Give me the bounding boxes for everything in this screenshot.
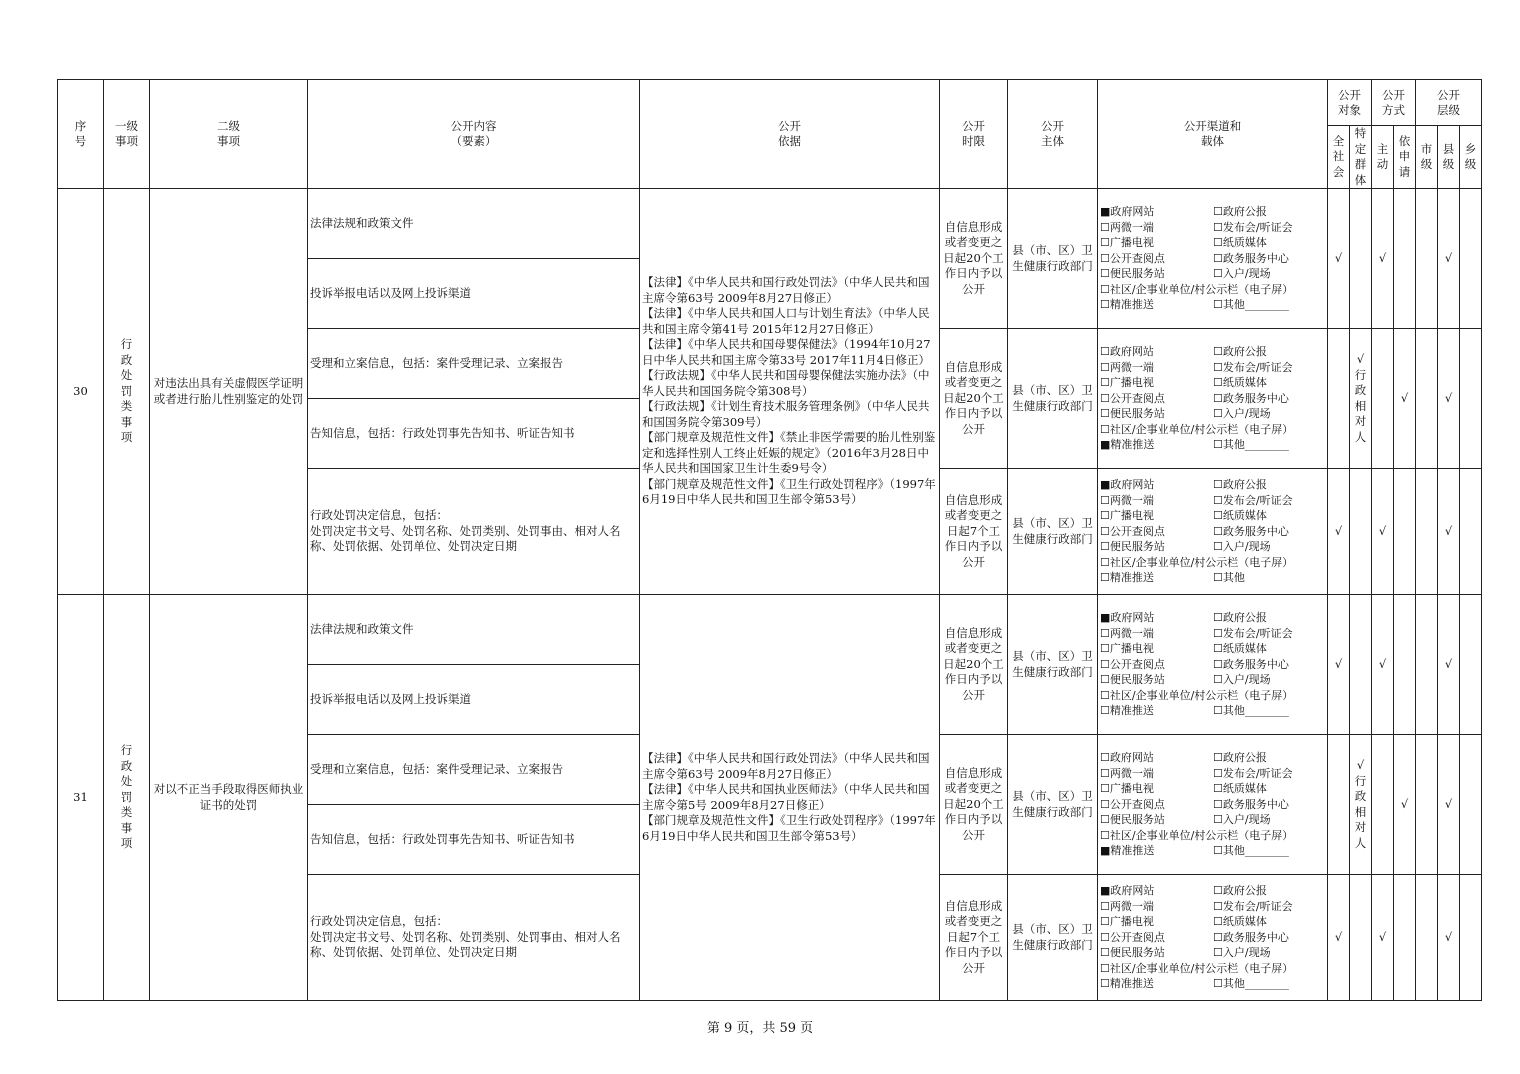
header-level2: 二级事项 <box>150 80 308 189</box>
mark-county-text: √ <box>1444 656 1453 671</box>
mark-county <box>1438 469 1460 595</box>
mark-town <box>1460 735 1482 875</box>
mark-town <box>1460 595 1482 735</box>
mark-apply <box>1394 735 1416 875</box>
level2-cell <box>150 595 308 1001</box>
mark-city <box>1416 329 1438 469</box>
header-level-town: 乡级 <box>1460 126 1482 189</box>
channel-option: ☐政府公报 <box>1213 344 1267 358</box>
level2-cell <box>150 189 308 595</box>
channel-option: ☐广播电视 <box>1100 915 1154 929</box>
content-cell <box>308 805 640 875</box>
channel-option: ☐精准推送 <box>1100 977 1154 991</box>
mark-active <box>1372 469 1394 595</box>
mark-apply <box>1394 189 1416 329</box>
time-cell <box>940 875 1008 1001</box>
subject-cell <box>1008 875 1098 1001</box>
channel-row <box>1100 766 1325 782</box>
header-target-all: 全社会 <box>1328 126 1350 189</box>
channel-row <box>1100 251 1325 267</box>
header-basis: 公开 依据 <box>640 80 940 189</box>
basis-cell <box>640 595 940 1001</box>
channel-row <box>1100 672 1325 688</box>
channel-row <box>1100 477 1325 493</box>
mark-all-text: √ <box>1334 656 1343 671</box>
channel-option: ☐便民服务站 <box>1100 540 1165 554</box>
content-text: 行政处罚决定信息，包括： <box>310 914 448 929</box>
channel-option: ☐纸质媒体 <box>1213 782 1267 796</box>
channel-option: ☐纸质媒体 <box>1213 642 1267 656</box>
channel-option: ☐纸质媒体 <box>1213 236 1267 250</box>
mark-town <box>1460 189 1482 329</box>
channel-row <box>1100 266 1325 282</box>
mark-active-text: √ <box>1378 656 1387 671</box>
channel-option: ☐入户/现场 <box>1213 673 1271 687</box>
channel-option: ■精准推送 <box>1100 844 1155 858</box>
channel-row <box>1100 610 1325 626</box>
channel-row <box>1100 406 1325 422</box>
mark-apply <box>1394 469 1416 595</box>
basis-line: 【法律】《中华人民共和国人口与计划生育法》（中华人民共和国主席令第41号 2015年12月27日修正） <box>642 306 930 336</box>
channel-option: ☐广播电视 <box>1100 376 1154 390</box>
header-method-apply: 依申请 <box>1394 126 1416 189</box>
header-method-active: 主动 <box>1372 126 1394 189</box>
channel-option: ☐社区/企事业单位/村公示栏（电子屏） <box>1100 282 1294 296</box>
time-cell <box>940 189 1008 329</box>
channel-option: ☐纸质媒体 <box>1213 376 1267 390</box>
mark-all-text: √ <box>1334 250 1343 265</box>
channel-option: ☐政府公报 <box>1213 610 1267 624</box>
basis-line: 【法律】《中华人民共和国行政处罚法》（中华人民共和国主席令第63号 2009年8月27日修正） <box>642 275 930 305</box>
mark-specific <box>1350 595 1372 735</box>
channel-option: ☐政府网站 <box>1100 750 1154 764</box>
channel-option: ☐精准推送 <box>1100 571 1154 585</box>
channel-row <box>1100 437 1325 453</box>
channel-option: ☐公开查阅点 <box>1100 524 1165 538</box>
channel-option: ☐纸质媒体 <box>1213 915 1267 929</box>
channel-option: ☐政府公报 <box>1213 883 1267 897</box>
channel-option: ☐政府公报 <box>1213 204 1267 218</box>
basis-line: 【部门规章及规范性文件】《卫生行政处罚程序》（1997年6月19日中华人民共和国卫生部令第53号） <box>642 476 936 507</box>
channel-option: ■政府网站 <box>1100 610 1155 624</box>
content-cell <box>308 399 640 469</box>
channel-option: ☐政务服务中心 <box>1213 797 1289 811</box>
content-cell <box>308 665 640 735</box>
channel-list <box>1100 204 1325 313</box>
subject-cell <box>1008 735 1098 875</box>
mark-specific <box>1350 329 1372 469</box>
channel-option: ☐其他________ <box>1213 298 1289 312</box>
channel-option: ☐社区/企事业单位/村公示栏（电子屏） <box>1100 688 1294 702</box>
level1-text: 行政处罚类事项 <box>120 337 133 445</box>
channel-row <box>1100 204 1325 220</box>
channel-option: ☐两微一端 <box>1100 360 1154 374</box>
channel-row <box>1100 297 1325 313</box>
channel-option: ☐公开查阅点 <box>1100 657 1165 671</box>
channel-option: ☐其他 <box>1213 571 1245 585</box>
content-cell <box>308 329 640 399</box>
channel-row <box>1100 391 1325 407</box>
mark-county <box>1438 735 1460 875</box>
channel-cell <box>1098 329 1328 469</box>
basis-line: 【法律】《中华人民共和国执业医师法》（中华人民共和国主席令第5号 2009年8月27日修正） <box>642 782 930 812</box>
channel-row <box>1100 914 1325 930</box>
time-cell <box>940 329 1008 469</box>
channel-list <box>1100 883 1325 992</box>
channel-row <box>1100 570 1325 586</box>
channel-row <box>1100 797 1325 813</box>
header-method-group: 公开方式 <box>1372 80 1416 126</box>
mark-town <box>1460 329 1482 469</box>
channel-option: ☐发布会/听证会 <box>1213 626 1293 640</box>
content-text: 法律法规和政策文件 <box>310 215 414 230</box>
content-text: 告知信息，包括：行政处罚事先告知书、听证告知书 <box>310 831 575 846</box>
header-row-1 <box>58 80 1482 126</box>
basis-line: 【行政法规】《中华人民共和国母婴保健法实施办法》（中华人民共和国国务院令第308号） <box>642 368 930 398</box>
level1-cell <box>104 595 150 1001</box>
mark-county-text: √ <box>1444 523 1453 538</box>
mark-all <box>1328 735 1350 875</box>
channel-option: ☐政务服务中心 <box>1213 251 1289 265</box>
channel-option: ☐两微一端 <box>1100 766 1154 780</box>
mark-all <box>1328 469 1350 595</box>
subject-cell <box>1008 329 1098 469</box>
channel-row <box>1100 976 1325 992</box>
content-text: 投诉举报电话以及网上投诉渠道 <box>310 285 471 300</box>
channel-option: ☐精准推送 <box>1100 704 1154 718</box>
content-cell <box>308 189 640 259</box>
time-text: 自信息形成或者变更之日起20个工作日内予以公开 <box>943 219 1004 296</box>
time-text: 自信息形成或者变更之日起7个工作日内予以公开 <box>944 492 1003 569</box>
channel-option: ☐发布会/听证会 <box>1213 493 1293 507</box>
header-channel: 公开渠道和载体 <box>1098 80 1328 189</box>
channel-option: ☐广播电视 <box>1100 509 1154 523</box>
mark-active <box>1372 735 1394 875</box>
mark-apply <box>1394 875 1416 1001</box>
seq-cell <box>58 595 104 1001</box>
channel-option: ☐公开查阅点 <box>1100 797 1165 811</box>
level1-text: 行政处罚类事项 <box>120 743 133 851</box>
channel-option: ☐政府公报 <box>1213 477 1267 491</box>
channel-row <box>1100 626 1325 642</box>
channel-option: ☐广播电视 <box>1100 642 1154 656</box>
subject-text: 县（市、区）卫生健康行政部门 <box>1012 243 1093 273</box>
channel-option: ☐政务服务中心 <box>1213 391 1289 405</box>
mark-city <box>1416 735 1438 875</box>
channel-option: ☐入户/现场 <box>1213 407 1271 421</box>
channel-row <box>1100 235 1325 251</box>
channel-cell <box>1098 735 1328 875</box>
channel-list <box>1100 750 1325 859</box>
mark-active <box>1372 329 1394 469</box>
header-subject: 公开主体 <box>1008 80 1098 189</box>
channel-row <box>1100 360 1325 376</box>
channel-option: ☐入户/现场 <box>1213 267 1271 281</box>
page-footer: 第 9 页，共 59 页 <box>706 1021 814 1036</box>
entry-row <box>58 595 1482 665</box>
channel-cell <box>1098 595 1328 735</box>
channel-list <box>1100 610 1325 719</box>
mark-town <box>1460 875 1482 1001</box>
channel-row <box>1100 812 1325 828</box>
channel-option: ☐入户/现场 <box>1213 946 1271 960</box>
channel-option: ☐社区/企事业单位/村公示栏（电子屏） <box>1100 961 1294 975</box>
mark-specific <box>1350 875 1372 1001</box>
mark-county-text: √ <box>1444 796 1453 811</box>
channel-row <box>1100 493 1325 509</box>
channel-option: ■政府网站 <box>1100 204 1155 218</box>
channel-row <box>1100 750 1325 766</box>
channel-row <box>1100 508 1325 524</box>
subject-cell <box>1008 469 1098 595</box>
channel-row <box>1100 843 1325 859</box>
channel-option: ■精准推送 <box>1100 438 1155 452</box>
header-content: 公开内容 （要素） <box>308 80 640 189</box>
channel-list <box>1100 344 1325 453</box>
mark-active-text: √ <box>1378 929 1387 944</box>
mark-active <box>1372 189 1394 329</box>
channel-option: ☐两微一端 <box>1100 626 1154 640</box>
channel-option: ☐发布会/听证会 <box>1213 360 1293 374</box>
subject-text: 县（市、区）卫生健康行政部门 <box>1012 383 1093 413</box>
mark-all-text: √ <box>1334 929 1343 944</box>
mark-specific-text: √行政相对人 <box>1354 758 1367 850</box>
channel-option: ☐政务服务中心 <box>1213 657 1289 671</box>
content-text: 投诉举报电话以及网上投诉渠道 <box>310 691 471 706</box>
mark-specific <box>1350 735 1372 875</box>
mark-city <box>1416 875 1438 1001</box>
channel-option: ☐入户/现场 <box>1213 813 1271 827</box>
content-text: 受理和立案信息，包括：案件受理记录、立案报告 <box>310 355 563 370</box>
channel-option: ☐政府公报 <box>1213 750 1267 764</box>
mark-apply <box>1394 595 1416 735</box>
channel-option: ☐社区/企事业单位/村公示栏（电子屏） <box>1100 555 1294 569</box>
time-text: 自信息形成或者变更之日起7个工作日内予以公开 <box>944 898 1003 975</box>
content-cell <box>308 595 640 665</box>
channel-option: ☐政务服务中心 <box>1213 930 1289 944</box>
header-level-city: 市级 <box>1416 126 1438 189</box>
mark-county <box>1438 189 1460 329</box>
time-cell <box>940 735 1008 875</box>
channel-row <box>1100 781 1325 797</box>
channel-option: ☐其他________ <box>1213 977 1289 991</box>
basis-line: 【法律】《中华人民共和国行政处罚法》（中华人民共和国主席令第63号 2009年8月27日修正） <box>642 751 930 781</box>
channel-option: ☐入户/现场 <box>1213 540 1271 554</box>
channel-option: ☐广播电视 <box>1100 782 1154 796</box>
header-level-county: 县级 <box>1438 126 1460 189</box>
level2-text: 对违法出具有关虚假医学证明或者进行胎儿性别鉴定的处罚 <box>153 376 304 406</box>
channel-row <box>1100 375 1325 391</box>
seq-number: 30 <box>73 383 88 398</box>
mark-apply-text: √ <box>1400 796 1409 811</box>
time-text: 自信息形成或者变更之日起20个工作日内予以公开 <box>943 765 1004 842</box>
channel-row <box>1100 344 1325 360</box>
basis-cell <box>640 189 940 595</box>
mark-city <box>1416 189 1438 329</box>
channel-row <box>1100 703 1325 719</box>
channel-option: ☐精准推送 <box>1100 298 1154 312</box>
channel-option: ☐其他________ <box>1213 844 1289 858</box>
subject-cell <box>1008 189 1098 329</box>
channel-option: ☐发布会/听证会 <box>1213 766 1293 780</box>
channel-row <box>1100 641 1325 657</box>
subject-text: 县（市、区）卫生健康行政部门 <box>1012 649 1093 679</box>
content-cell <box>308 735 640 805</box>
channel-option: ☐公开查阅点 <box>1100 251 1165 265</box>
header-target-group: 公开对象 <box>1328 80 1372 126</box>
mark-county-text: √ <box>1444 250 1453 265</box>
subject-text: 县（市、区）卫生健康行政部门 <box>1012 789 1093 819</box>
channel-option: ☐公开查阅点 <box>1100 930 1165 944</box>
mark-apply <box>1394 329 1416 469</box>
channel-option: ☐便民服务站 <box>1100 813 1165 827</box>
content-cell <box>308 875 640 1001</box>
subject-cell <box>1008 595 1098 735</box>
seq-number: 31 <box>73 789 88 804</box>
subject-text: 县（市、区）卫生健康行政部门 <box>1012 516 1093 546</box>
content-cell <box>308 259 640 329</box>
channel-option: ☐广播电视 <box>1100 236 1154 250</box>
mark-specific <box>1350 469 1372 595</box>
channel-cell <box>1098 875 1328 1001</box>
channel-row <box>1100 524 1325 540</box>
channel-row <box>1100 539 1325 555</box>
channel-option: ☐发布会/听证会 <box>1213 899 1293 913</box>
disclosure-table <box>57 79 1482 1001</box>
mark-specific-text: √行政相对人 <box>1354 352 1367 444</box>
header-target-specific: 特定群体 <box>1350 126 1372 189</box>
mark-all <box>1328 595 1350 735</box>
content-text: 受理和立案信息，包括：案件受理记录、立案报告 <box>310 761 563 776</box>
level2-text: 对以不正当手段取得医师执业证书的处罚 <box>153 782 304 812</box>
subject-text: 县（市、区）卫生健康行政部门 <box>1012 922 1093 952</box>
channel-option: ☐政府网站 <box>1100 344 1154 358</box>
mark-specific <box>1350 189 1372 329</box>
mark-county-text: √ <box>1444 929 1453 944</box>
channel-list <box>1100 477 1325 586</box>
channel-row <box>1100 945 1325 961</box>
content-cell <box>308 469 640 595</box>
mark-town <box>1460 469 1482 595</box>
channel-row <box>1100 883 1325 899</box>
channel-row <box>1100 657 1325 673</box>
time-cell <box>940 469 1008 595</box>
channel-option: ☐纸质媒体 <box>1213 509 1267 523</box>
content-text: 行政处罚决定信息，包括： <box>310 508 448 523</box>
header-time: 公开时限 <box>940 80 1008 189</box>
mark-active-text: √ <box>1378 523 1387 538</box>
mark-county <box>1438 595 1460 735</box>
channel-cell <box>1098 469 1328 595</box>
basis-line: 【行政法规】《计划生育技术服务管理条例》（中华人民共和国国务院令第309号） <box>642 399 930 429</box>
channel-option: ☐公开查阅点 <box>1100 391 1165 405</box>
channel-row <box>1100 899 1325 915</box>
channel-option: ☐其他________ <box>1213 704 1289 718</box>
seq-cell <box>58 189 104 595</box>
mark-apply-text: √ <box>1400 390 1409 405</box>
header-level-group: 公开层级 <box>1416 80 1482 126</box>
channel-option: ☐其他________ <box>1213 438 1289 452</box>
channel-row <box>1100 930 1325 946</box>
mark-active <box>1372 595 1394 735</box>
channel-option: ☐两微一端 <box>1100 493 1154 507</box>
channel-option: ☐社区/企事业单位/村公示栏（电子屏） <box>1100 422 1294 436</box>
basis-line: 【法律】《中华人民共和国母婴保健法》（1994年10月27日中华人民共和国主席令第33号 2017年11月4日修正） <box>642 337 931 367</box>
channel-cell <box>1098 189 1328 329</box>
content-text: 处罚决定书文号、处罚名称、处罚类别、处罚事由、相对人名称、处罚依据、处罚单位、处罚决定日期 <box>310 523 621 554</box>
channel-option: ■政府网站 <box>1100 883 1155 897</box>
channel-option: ☐便民服务站 <box>1100 267 1165 281</box>
header-level1: 一级事项 <box>104 80 150 189</box>
channel-option: ☐两微一端 <box>1100 899 1154 913</box>
mark-all <box>1328 329 1350 469</box>
channel-option: ☐社区/企事业单位/村公示栏（电子屏） <box>1100 828 1294 842</box>
mark-city <box>1416 469 1438 595</box>
entry-row <box>58 189 1482 259</box>
channel-option: ☐便民服务站 <box>1100 407 1165 421</box>
time-text: 自信息形成或者变更之日起20个工作日内予以公开 <box>943 625 1004 702</box>
mark-county-text: √ <box>1444 390 1453 405</box>
content-text: 告知信息，包括：行政处罚事先告知书、听证告知书 <box>310 425 575 440</box>
channel-option: ☐政务服务中心 <box>1213 524 1289 538</box>
channel-option: ☐便民服务站 <box>1100 946 1165 960</box>
mark-all <box>1328 189 1350 329</box>
channel-option: ☐两微一端 <box>1100 220 1154 234</box>
mark-county <box>1438 875 1460 1001</box>
channel-option: ☐发布会/听证会 <box>1213 220 1293 234</box>
time-text: 自信息形成或者变更之日起20个工作日内予以公开 <box>943 359 1004 436</box>
mark-county <box>1438 329 1460 469</box>
basis-line: 【部门规章及规范性文件】《禁止非医学需要的胎儿性别鉴定和选择性别人工终止妊娠的规定》（2016年3月28日中华人民共和国国家卫生计生委9号令） <box>642 430 936 476</box>
channel-row <box>1100 220 1325 236</box>
mark-all <box>1328 875 1350 1001</box>
channel-option: ☐便民服务站 <box>1100 673 1165 687</box>
mark-city <box>1416 595 1438 735</box>
content-text: 处罚决定书文号、处罚名称、处罚类别、处罚事由、相对人名称、处罚依据、处罚单位、处罚决定日期 <box>310 929 621 960</box>
header-seq: 序号 <box>58 80 104 189</box>
basis-line: 【部门规章及规范性文件】《卫生行政处罚程序》（1997年6月19日中华人民共和国卫生部令第53号） <box>642 813 936 843</box>
time-cell <box>940 595 1008 735</box>
level1-cell <box>104 189 150 595</box>
mark-active-text: √ <box>1378 250 1387 265</box>
mark-active <box>1372 875 1394 1001</box>
channel-option: ■政府网站 <box>1100 477 1155 491</box>
mark-all-text: √ <box>1334 523 1343 538</box>
content-text: 法律法规和政策文件 <box>310 621 414 636</box>
